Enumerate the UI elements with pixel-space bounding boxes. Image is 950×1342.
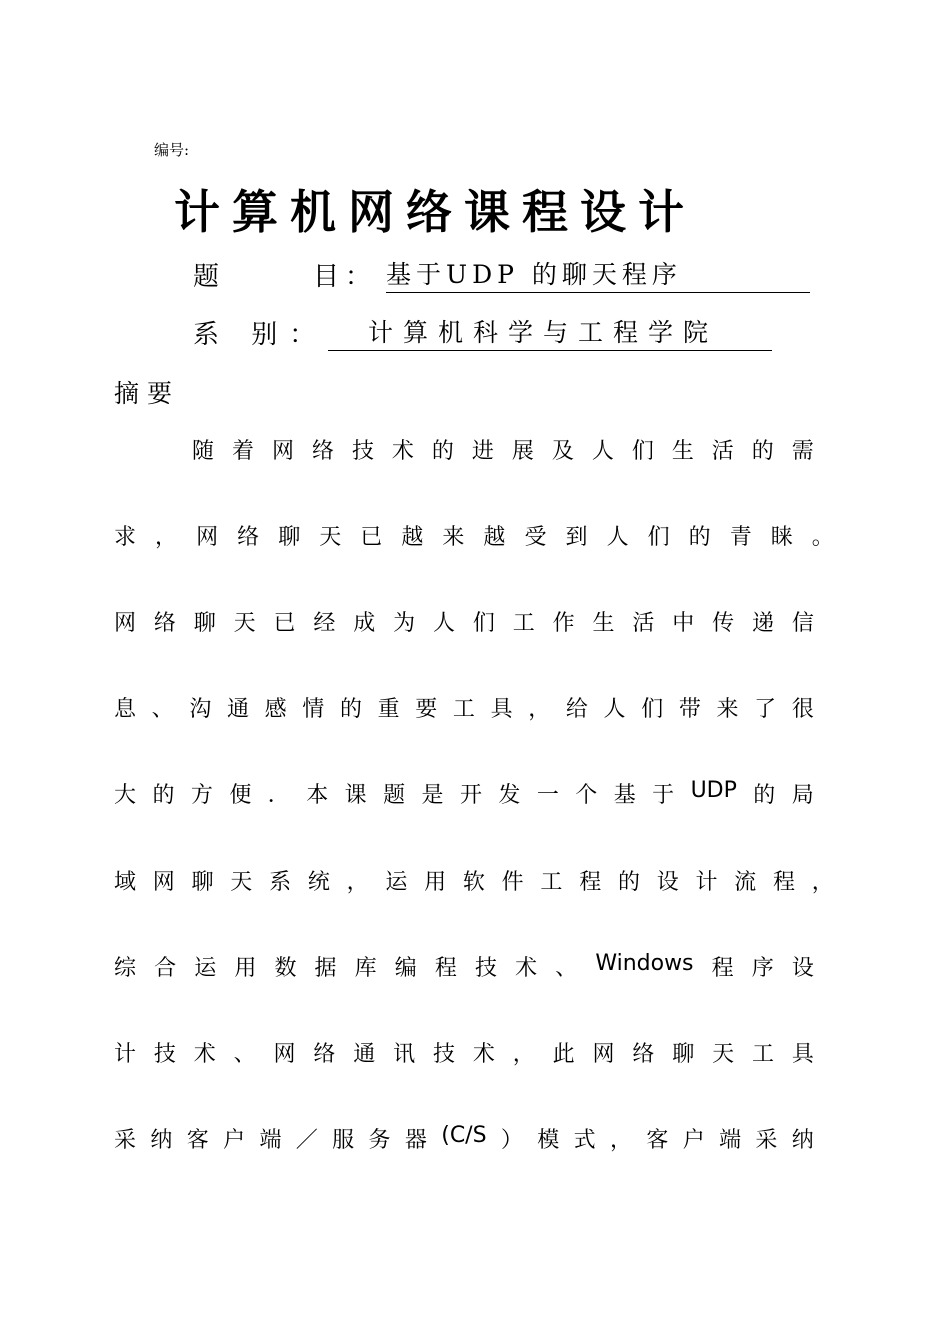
abstract-token: 采	[114, 1128, 137, 1153]
abstract-token: 合	[154, 956, 177, 981]
abstract-token: 发	[498, 783, 521, 808]
abstract-token: 设	[791, 956, 814, 981]
abstract-token: 技	[433, 1042, 456, 1067]
abstract-token: Windows	[595, 951, 694, 976]
abstract-token: 的	[152, 783, 175, 808]
abstract-token: 的	[617, 870, 640, 895]
abstract-token: 生	[671, 439, 694, 464]
abstract-line	[114, 520, 834, 551]
abstract-token: 序	[751, 956, 774, 981]
abstract-token: 的	[688, 525, 711, 550]
abstract-token: 基	[613, 783, 636, 808]
abstract-token: 程	[434, 956, 457, 981]
abstract-token: 采	[755, 1128, 778, 1153]
abstract-token: 感	[264, 697, 287, 722]
abstract-token: 网	[196, 525, 219, 550]
abstract-token: 纳	[150, 1128, 173, 1153]
abstract-token: 天	[230, 870, 253, 895]
abstract-token: 的	[753, 783, 776, 808]
abstract-token: 网	[592, 1042, 615, 1067]
abstract-token: 青	[729, 525, 752, 550]
abstract-token: 术	[515, 956, 538, 981]
abstract-token: 人	[433, 611, 456, 636]
abstract-token: 本	[306, 783, 329, 808]
serial-number-label: 编号:	[154, 141, 190, 159]
abstract-token: 沟	[189, 697, 212, 722]
abstract-token: 于	[652, 783, 675, 808]
abstract-token: 综	[114, 956, 137, 981]
abstract-token: 已	[273, 611, 296, 636]
abstract-token: 通	[353, 1042, 376, 1067]
abstract-token: 开	[459, 783, 482, 808]
abstract-token: 纳	[791, 1128, 814, 1153]
abstract-token: 人	[603, 697, 626, 722]
abstract-token: 中	[672, 611, 695, 636]
abstract-token: 成	[353, 611, 376, 636]
abstract-token: 具	[490, 697, 513, 722]
abstract-token: 个	[575, 783, 598, 808]
abstract-token: 端	[719, 1128, 742, 1153]
abstract-token: 的	[751, 439, 774, 464]
department-label: 系 别：	[193, 320, 328, 350]
abstract-token: 聊	[191, 870, 214, 895]
abstract-token: 随	[192, 439, 215, 464]
abstract-token: 及	[551, 439, 574, 464]
abstract-token: 客	[646, 1128, 669, 1153]
abstract-token: ，	[346, 870, 369, 895]
abstract-token: 为	[393, 611, 416, 636]
abstract-token: 来	[442, 525, 465, 550]
abstract-token: 运	[385, 870, 408, 895]
topic-label-char1: 题	[193, 262, 220, 292]
abstract-token: ，	[811, 870, 834, 895]
topic-label	[193, 256, 377, 293]
abstract-token: ，	[609, 1128, 632, 1153]
abstract-token: 具	[791, 1042, 814, 1067]
abstract-token: 重	[377, 697, 400, 722]
abstract-token: 局	[791, 783, 814, 808]
abstract-token: 展	[511, 439, 534, 464]
abstract-token: 聊	[278, 525, 301, 550]
abstract-token: 络	[237, 525, 260, 550]
abstract-token: 域	[114, 870, 137, 895]
abstract-token: 讯	[393, 1042, 416, 1067]
abstract-token: 计	[114, 1042, 137, 1067]
abstract-token: 户	[223, 1128, 246, 1153]
abstract-token: 设	[656, 870, 679, 895]
abstract-token: ，	[528, 697, 551, 722]
abstract-token: 的	[339, 697, 362, 722]
abstract-token: 受	[524, 525, 547, 550]
abstract-token: 信	[791, 611, 814, 636]
abstract-token: UDP	[690, 778, 737, 803]
abstract-line	[114, 865, 834, 896]
abstract-token: 求	[114, 525, 137, 550]
abstract-token: 要	[415, 697, 438, 722]
abstract-token: 络	[313, 1042, 336, 1067]
abstract-token: ，	[512, 1042, 535, 1067]
abstract-token: 大	[114, 783, 137, 808]
topic-value: 基于UDP 的聊天程序	[386, 255, 810, 293]
abstract-token: 课	[344, 783, 367, 808]
abstract-token: 很	[791, 697, 814, 722]
abstract-token: 睐	[770, 525, 793, 550]
abstract-token: 编	[394, 956, 417, 981]
abstract-line	[114, 778, 814, 809]
abstract-token: 一	[536, 783, 559, 808]
abstract-token: 的	[431, 439, 454, 464]
abstract-token: 模	[537, 1128, 560, 1153]
abstract-token: 术	[193, 1042, 216, 1067]
abstract-token: 户	[682, 1128, 705, 1153]
abstract-token: 网	[273, 1042, 296, 1067]
abstract-token: 工	[452, 697, 475, 722]
abstract-token: 工	[512, 611, 535, 636]
abstract-token: 越	[483, 525, 506, 550]
abstract-token: 术	[472, 1042, 495, 1067]
abstract-token: 络	[153, 611, 176, 636]
abstract-token: 进	[471, 439, 494, 464]
abstract-token: 递	[752, 611, 775, 636]
abstract-heading: 摘要	[114, 379, 181, 408]
abstract-token: 程	[579, 870, 602, 895]
abstract-line	[114, 606, 814, 637]
abstract-token: 运	[194, 956, 217, 981]
abstract-token: 服	[332, 1128, 355, 1153]
abstract-token: 作	[552, 611, 575, 636]
abstract-token: 们	[641, 697, 664, 722]
abstract-token: 题	[383, 783, 406, 808]
abstract-token: 用	[424, 870, 447, 895]
abstract-token: 到	[565, 525, 588, 550]
abstract-token: 端	[259, 1128, 282, 1153]
abstract-token: 需	[791, 439, 814, 464]
abstract-token: 程	[711, 956, 734, 981]
abstract-line	[114, 1123, 814, 1154]
abstract-token: 络	[632, 1042, 655, 1067]
abstract-token: 天	[319, 525, 342, 550]
abstract-token: 计	[695, 870, 718, 895]
abstract-token: 网	[114, 611, 137, 636]
abstract-token: 网	[271, 439, 294, 464]
abstract-token: 工	[752, 1042, 775, 1067]
abstract-token: 着	[231, 439, 254, 464]
abstract-token: 是	[421, 783, 444, 808]
abstract-token: ．	[267, 783, 290, 808]
abstract-token: 技	[351, 439, 374, 464]
abstract-token: 器	[404, 1128, 427, 1153]
abstract-token: 务	[368, 1128, 391, 1153]
abstract-token: ／	[295, 1128, 318, 1153]
abstract-token: 便	[229, 783, 252, 808]
abstract-token: 式	[573, 1128, 596, 1153]
abstract-token: 情	[302, 697, 325, 722]
abstract-token: 此	[552, 1042, 575, 1067]
abstract-token: 方	[190, 783, 213, 808]
abstract-token: 人	[606, 525, 629, 550]
topic-label-char2: 目：	[313, 262, 378, 292]
department-value: 计算机科学与工程学院	[328, 313, 772, 351]
abstract-token: 传	[712, 611, 735, 636]
abstract-token: 络	[311, 439, 334, 464]
abstract-token: ）	[500, 1128, 523, 1153]
abstract-token: 据	[314, 956, 337, 981]
abstract-token: 用	[234, 956, 257, 981]
abstract-token: (C/S	[441, 1123, 487, 1148]
abstract-token: 天	[233, 611, 256, 636]
document-title: 计算机网络课程设计	[174, 185, 696, 239]
abstract-token: 越	[401, 525, 424, 550]
abstract-token: 聊	[672, 1042, 695, 1067]
abstract-token: 软	[462, 870, 485, 895]
abstract-token: 术	[391, 439, 414, 464]
abstract-token: 给	[565, 697, 588, 722]
abstract-token: 网	[152, 870, 175, 895]
abstract-line	[114, 692, 814, 723]
abstract-token: 技	[153, 1042, 176, 1067]
abstract-token: 天	[712, 1042, 735, 1067]
abstract-line	[114, 1037, 814, 1068]
abstract-token: 活	[711, 439, 734, 464]
abstract-token: 来	[716, 697, 739, 722]
abstract-token: 息	[114, 697, 137, 722]
abstract-token: 已	[360, 525, 383, 550]
abstract-token: 人	[591, 439, 614, 464]
abstract-token: 经	[313, 611, 336, 636]
abstract-token: 、	[233, 1042, 256, 1067]
abstract-token: 客	[186, 1128, 209, 1153]
abstract-token: 们	[472, 611, 495, 636]
abstract-token: 了	[754, 697, 777, 722]
abstract-token: 生	[592, 611, 615, 636]
abstract-token: 数	[274, 956, 297, 981]
abstract-token: 。	[811, 525, 834, 550]
abstract-token: 通	[226, 697, 249, 722]
abstract-token: 们	[647, 525, 670, 550]
abstract-token: 带	[678, 697, 701, 722]
abstract-token: ，	[155, 525, 178, 550]
abstract-token: 工	[540, 870, 563, 895]
abstract-token: 们	[631, 439, 654, 464]
abstract-token: 活	[632, 611, 655, 636]
abstract-token: 聊	[193, 611, 216, 636]
abstract-line	[114, 951, 814, 982]
abstract-token: 库	[354, 956, 377, 981]
abstract-token: 统	[307, 870, 330, 895]
abstract-line	[192, 434, 814, 465]
abstract-token: 技	[474, 956, 497, 981]
abstract-token: 程	[773, 870, 796, 895]
abstract-token: 、	[555, 956, 578, 981]
abstract-token: 流	[734, 870, 757, 895]
abstract-token: 件	[501, 870, 524, 895]
abstract-token: 、	[151, 697, 174, 722]
abstract-token: 系	[269, 870, 292, 895]
